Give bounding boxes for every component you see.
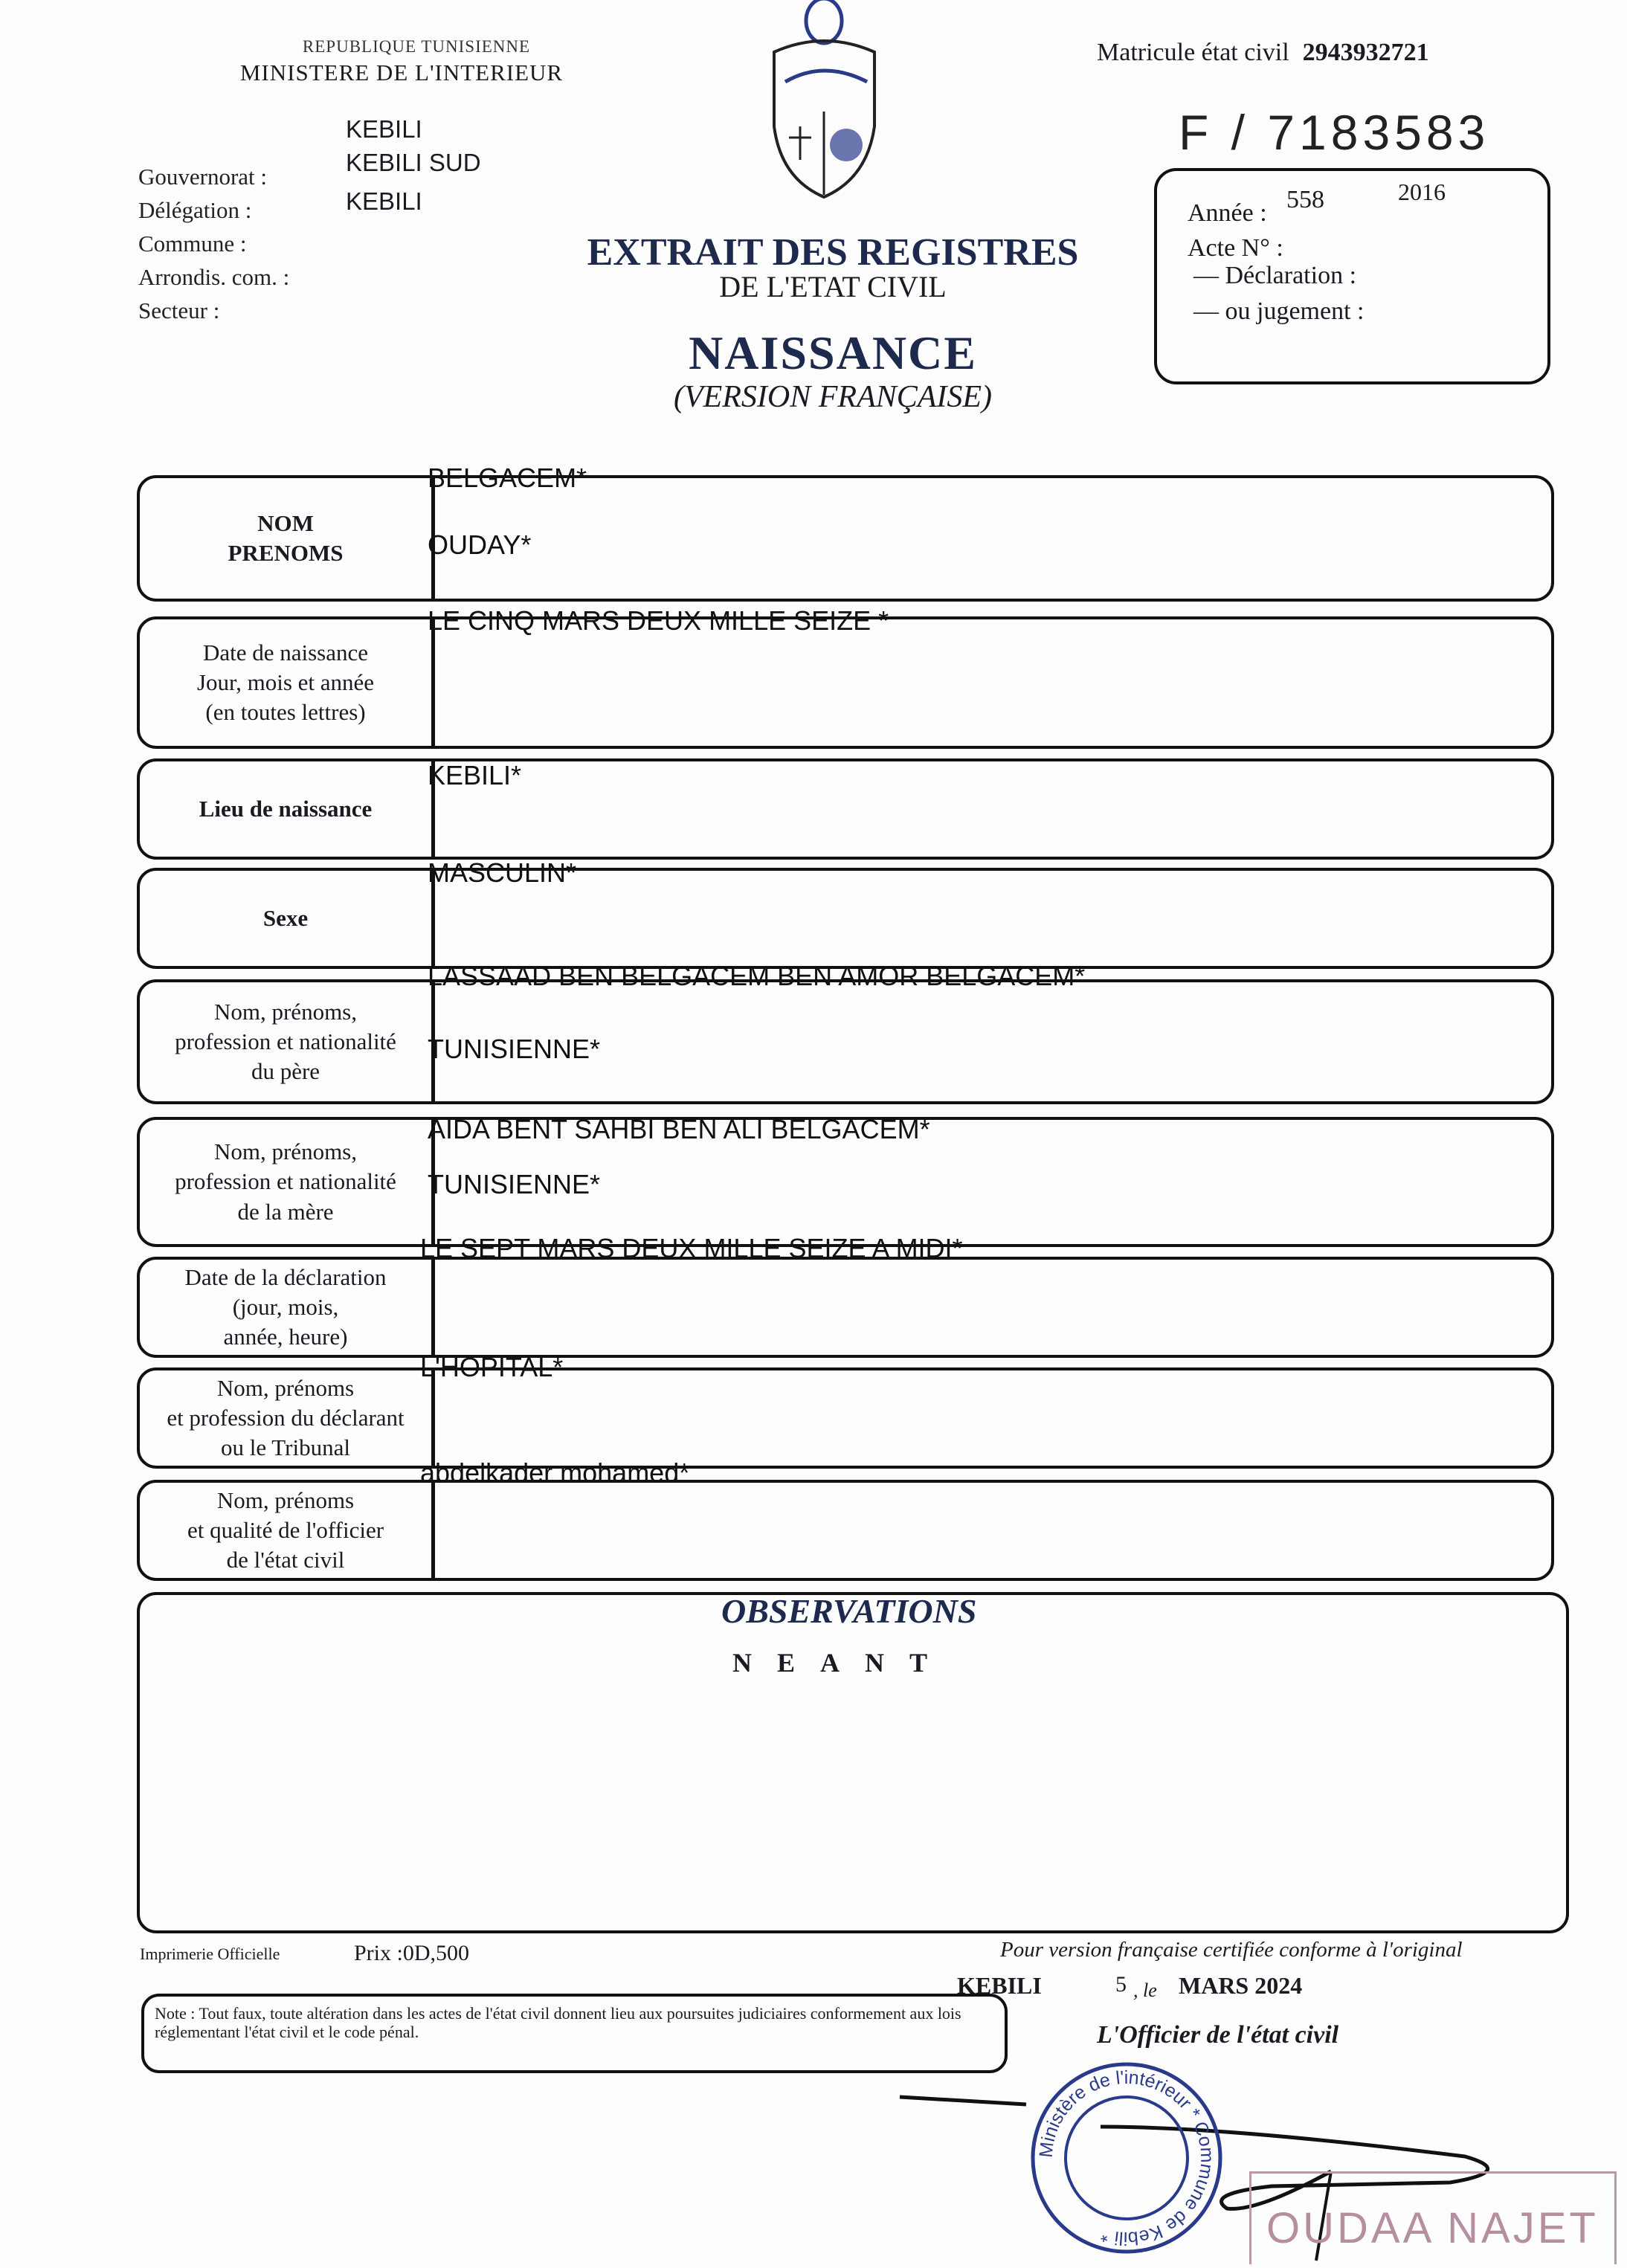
- serial-number: F / 7183583: [1179, 105, 1490, 160]
- row-label: Nom, prénoms, profession et nationalité de la mère: [140, 1120, 435, 1244]
- commune-value: KEBILI: [346, 187, 422, 215]
- commune-label: Commune :: [138, 231, 247, 257]
- tunisia-emblem-icon: [763, 0, 886, 201]
- row-declarant: [137, 1367, 1554, 1469]
- arrondissement-label: Arrondis. com. :: [138, 264, 290, 290]
- nom-value: BELGACEM*: [428, 463, 587, 493]
- year-value: 2016: [1398, 178, 1446, 205]
- stamp-text: Ministère de l'intérieur * Commune de Kebili *: [1035, 2066, 1218, 2249]
- issue-le: , le: [1133, 1979, 1157, 2001]
- lieu-naissance-value: KEBILI*: [428, 760, 522, 790]
- observations-value: NEANT: [732, 1648, 953, 1678]
- legal-note: Note : Tout faux, toute altération dans les actes de l'état civil donnent lieu aux poursuites judiciaires conformement aux lois réglementant l'état civil et le code pénal.: [141, 1994, 1008, 2073]
- date-naissance-value: LE CINQ MARS DEUX MILLE SEIZE *: [428, 605, 889, 636]
- row-officier: [137, 1480, 1554, 1581]
- delegation-label: Délégation :: [138, 197, 252, 223]
- declaration-label: — Déclaration :: [1193, 262, 1357, 289]
- version-label: (VERSION FRANÇAISE): [673, 380, 993, 414]
- issue-date: MARS 2024: [1179, 1972, 1303, 1999]
- mere-nom-value: AIDA BENT SAHBI BEN ALI BELGACEM*: [428, 1114, 930, 1144]
- document-title: EXTRAIT DES REGISTRES: [587, 231, 1079, 274]
- sexe-value: MASCULIN*: [428, 857, 577, 888]
- matricule-label: Matricule état civil: [1097, 39, 1289, 66]
- svg-text:Ministère de l'intérieur * Com: [1036, 2067, 1218, 2249]
- matricule-value: 2943932721: [1302, 39, 1429, 66]
- official-stamp: [1030, 2061, 1223, 2255]
- row-nom-prenoms: [137, 475, 1554, 602]
- declarant-value: L'HOPITAL*: [420, 1352, 564, 1382]
- prenoms-value: OUDAY*: [428, 529, 532, 560]
- delegation-value: KEBILI SUD: [346, 149, 481, 176]
- mere-nationalite-value: TUNISIENNE*: [428, 1169, 601, 1199]
- act-type: NAISSANCE: [689, 326, 977, 379]
- gouvernorat-label: Gouvernorat :: [138, 164, 268, 190]
- officer-title: L'Officier de l'état civil: [1097, 2021, 1339, 2049]
- republic-heading: REPUBLIQUE TUNISIENNE: [302, 37, 531, 56]
- printer-label: Imprimerie Officielle: [140, 1945, 280, 1963]
- row-label: Nom, prénoms et profession du déclarant ou le Tribunal: [140, 1370, 435, 1466]
- row-date-declaration: [137, 1257, 1554, 1358]
- observations-box: [137, 1592, 1569, 1933]
- pere-nom-value: LASSAAD BEN BELGACEM BEN AMOR BELGACEM*: [428, 961, 1086, 991]
- matricule: [1097, 39, 1429, 67]
- row-sexe: [137, 868, 1554, 969]
- annee-label: Année :: [1188, 199, 1267, 227]
- certified-note: Pour version française certifiée conforme à l'original: [1000, 1938, 1463, 1962]
- document-subtitle: DE L'ETAT CIVIL: [719, 270, 947, 303]
- acte-value: 558: [1286, 186, 1324, 213]
- acte-label: Acte N° :: [1188, 234, 1283, 262]
- secteur-label: Secteur :: [138, 297, 220, 323]
- issue-day: 5: [1115, 1972, 1127, 1997]
- row-label: Nom, prénoms et qualité de l'officier de l'état civil: [140, 1483, 435, 1578]
- row-label: Date de la déclaration (jour, mois, année, heure): [140, 1260, 435, 1355]
- price-label: Prix :0D,500: [354, 1941, 470, 1965]
- row-label: NOM PRENOMS: [140, 478, 435, 599]
- row-label: Nom, prénoms, profession et nationalité du père: [140, 982, 435, 1101]
- row-lieu-naissance: [137, 758, 1554, 860]
- officer-name-stamp: OUDAA NAJET: [1249, 2171, 1617, 2264]
- officier-value: abdelkader mohamed*: [420, 1457, 690, 1488]
- pere-nationalite-value: TUNISIENNE*: [428, 1034, 601, 1064]
- observations-title: OBSERVATIONS: [721, 1592, 977, 1630]
- row-label: Sexe: [140, 871, 435, 966]
- row-label: Date de naissance Jour, mois et année (en toutes lettres): [140, 619, 435, 746]
- gouvernorat-value: KEBILI: [346, 115, 422, 143]
- ministry-heading: MINISTERE DE L'INTERIEUR: [239, 59, 564, 86]
- issue-city: KEBILI: [957, 1972, 1042, 1999]
- row-pere: [137, 979, 1554, 1104]
- row-label: Lieu de naissance: [140, 761, 435, 857]
- date-declaration-value: LE SEPT MARS DEUX MILLE SEIZE A MIDI*: [420, 1233, 963, 1263]
- jugement-label: — ou jugement :: [1193, 297, 1365, 325]
